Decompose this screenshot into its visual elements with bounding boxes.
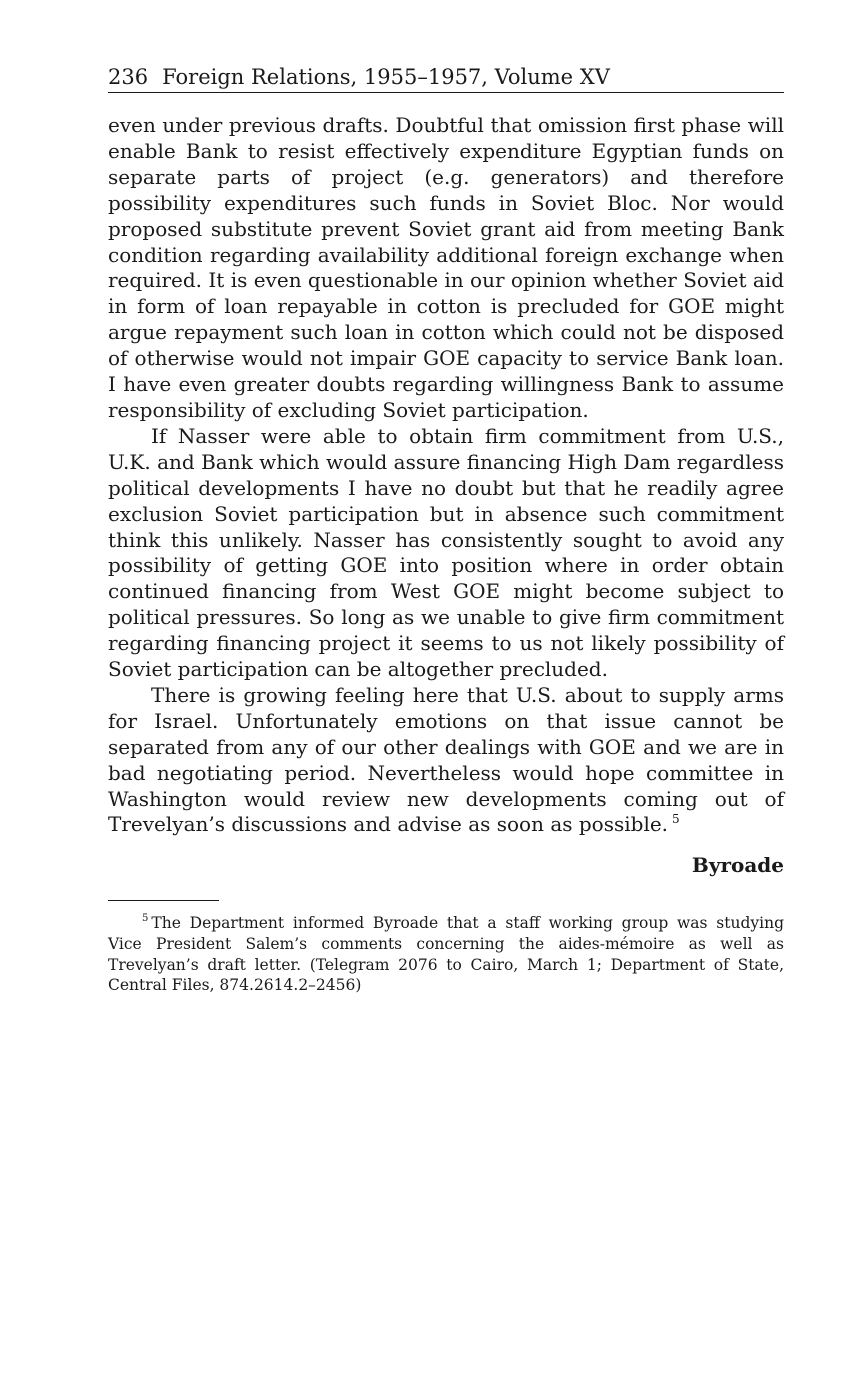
footnote — [108, 910, 784, 995]
footnote-marker: 5 — [142, 913, 149, 925]
page-header — [108, 62, 784, 93]
paragraph: If Nasser were able to obtain firm commitment from U.S., U.K. and Bank which would assure financing High Dam regardless political developments I have no doubt but that he readily agree exclusion Soviet participation but in absence such commitment think this unlikely. Nasser has consistently sought to avoid any possibility of getting GOE into position where in order obtain continued financing from West GOE might become subject to political pressures. So long as we unable to give firm commitment regarding financing project it seems to us not likely possibility of Soviet participation can be altogether precluded. — [108, 423, 784, 682]
footnote-text: The Department informed Byroade that a staff working group was studying Vice President Salem’s comments concerning the aides-mémoire as well as Trevelyan’s draft letter. (Telegram 2076 to Cairo, March 1; Department of State, Central Files, 874.2614.2–2456) — [108, 914, 784, 995]
footnote-reference[interactable]: 5 — [672, 811, 680, 826]
signature: Byroade — [691, 853, 784, 878]
paragraph-final — [108, 683, 784, 838]
page-number: 236 — [108, 65, 149, 89]
footnote-divider — [108, 900, 219, 901]
document-body — [108, 113, 784, 838]
document-page — [108, 62, 784, 996]
running-title: Foreign Relations, 1955–1957, Volume XV — [162, 65, 610, 89]
paragraph-continued: even under previous drafts. Doubtful that omission first phase will enable Bank to resist effectively expenditure Egyptian funds on separate parts of project (e.g. generators) and therefore possibility expenditures such funds in Soviet Bloc. Nor would proposed substitute prevent Soviet grant aid from meeting Bank condition regarding availability additional foreign exchange when required. It is even questionable in our opinion whether Soviet aid in form of loan repayable in cotton is precluded for GOE might argue repayment such loan in cotton which could not be disposed of otherwise would not impair GOE capacity to service Bank loan. I have even greater doubts regarding willingness Bank to assume responsibility of excluding Soviet participation. — [108, 113, 784, 422]
paragraph-text: There is growing feeling here that U.S. about to supply arms for Israel. Unfortunately emotions on that issue cannot be separated from any of our other dealings with GOE and we are in bad negotiating period. Nevertheless would hope committee in Washington would review new developments coming out of Trevelyan’s discussions and advise as soon as possible. — [108, 682, 784, 837]
